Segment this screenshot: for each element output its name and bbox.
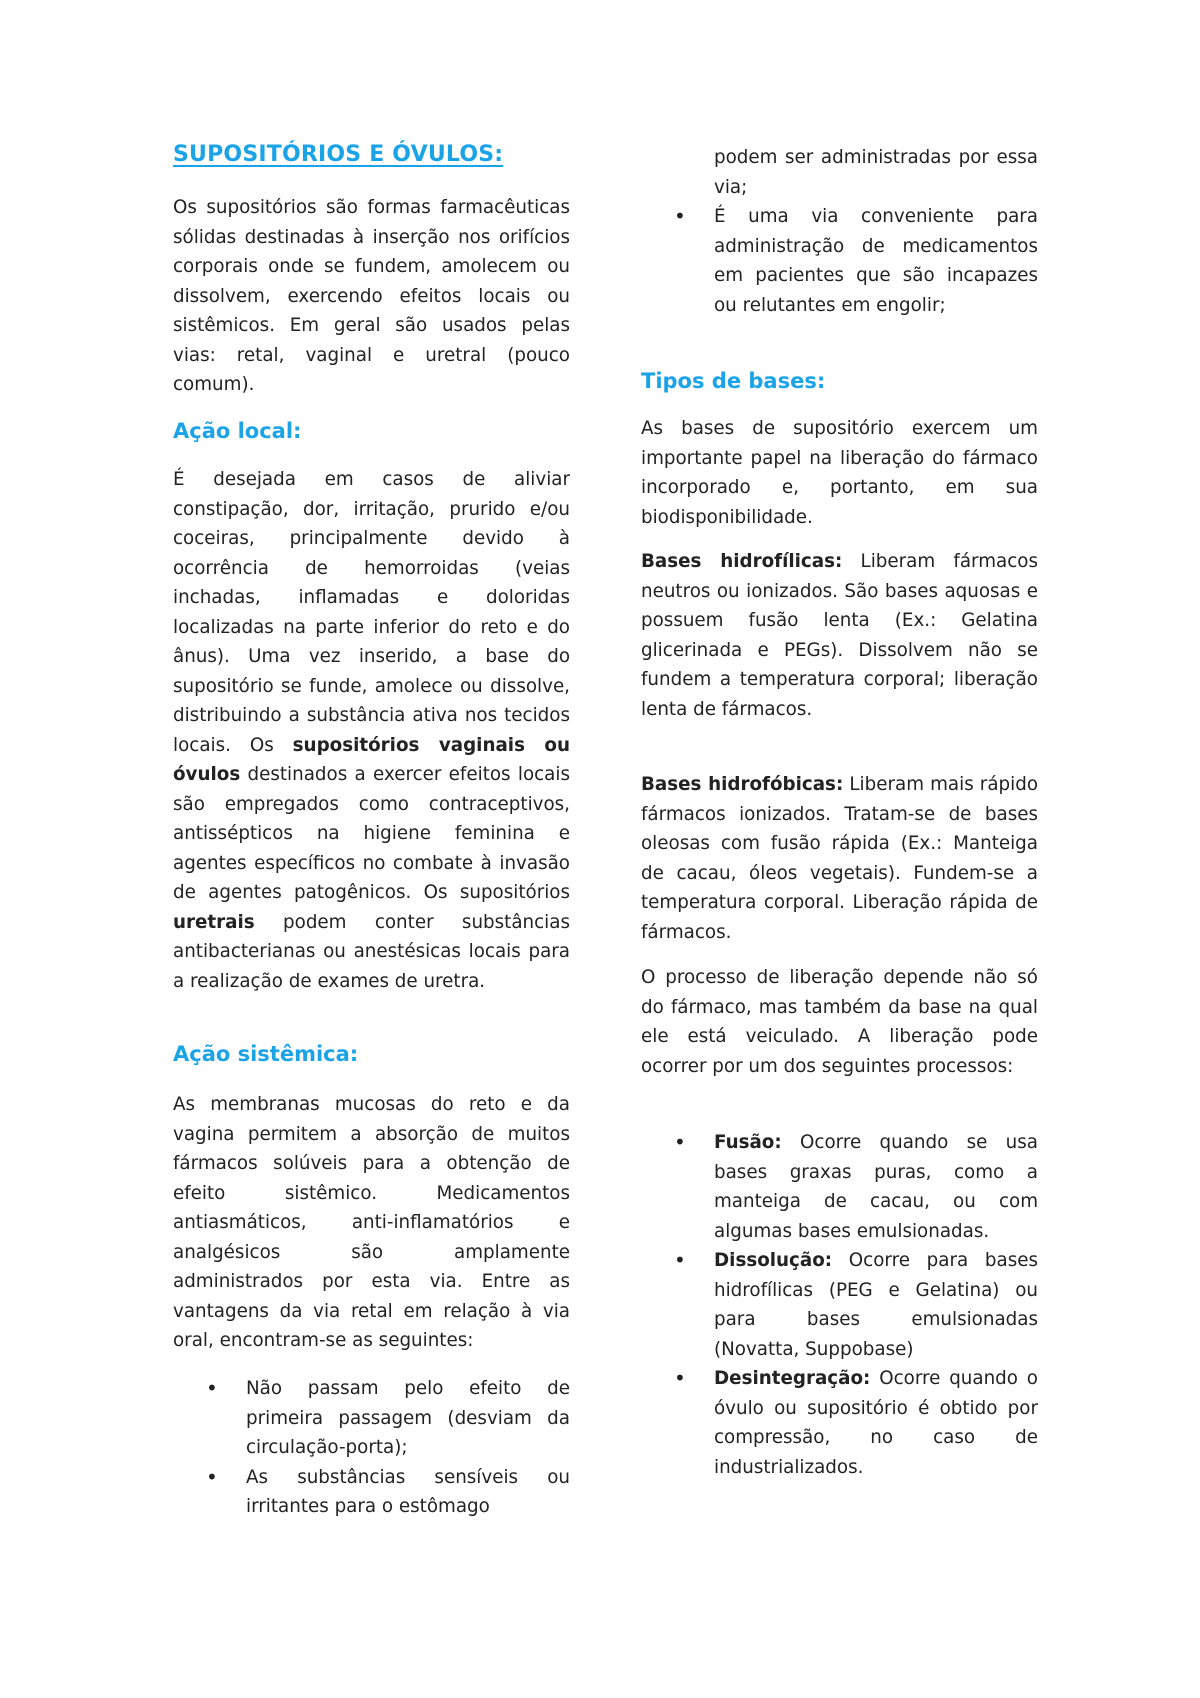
processos-list [641, 1128, 1038, 1482]
acao-sistemica-heading: Ação sistêmica: [173, 1042, 359, 1066]
bases-hidrofobicas-paragraph: Bases hidrofóbicas: Liberam mais rápido fármacos ionizados. Tratam-se de bases oleosas com fusão rápida (Ex.: Manteiga de cacau, óleos vegetais). Fundem-se a temperatura corporal. Liberação rápida de fármacos. [641, 774, 1039, 943]
list-item: • É uma via conveniente para administração de medicamentos em pacientes que são incapazes ou relutantes em engolir; [641, 202, 1038, 320]
acao-local-heading: Ação local: [173, 419, 302, 443]
bases-hidrofilicas-label: Bases hidrofílicas: [641, 551, 843, 572]
bold-uretrais: uretrais [173, 911, 255, 933]
acao-sistemica-paragraph: As membranas mucosas do reto e da vagina permitem a absorção de muitos fármacos solúveis para a obtenção de efeito sistêmico. Medicamentos antiasmáticos, anti-inflamatórios e analgésicos são amplamente administrados por esta via. Entre as vantagens da via retal em relação à via oral, encontram-se as seguintes: [173, 1094, 570, 1351]
tipos-bases-intro: As bases de supositório exercem um importante papel na liberação do fármaco incorporado e, portanto, em sua biodisponibilidade. [641, 418, 1038, 528]
vantagens-list-right [641, 202, 1038, 320]
vantagens-continuation: podem ser administradas por essa via; [714, 147, 1038, 198]
list-item: • As substâncias sensíveis ou irritantes para o estômago [173, 1463, 570, 1522]
bases-hidrofilicas-paragraph: Bases hidrofílicas: Liberam fármacos neutros ou ionizados. São bases aquosas e possuem fusão lenta (Ex.: Gelatina glicerinada e PEGs). Dissolvem não se fundem a temperatura corporal; liberação lenta de fármacos. [641, 551, 1038, 720]
processo-paragraph: O processo de liberação depende não só do fármaco, mas também da base na qual ele está veiculado. A liberação pode ocorrer por um dos seguintes processos: [641, 967, 1038, 1077]
acao-local-paragraph: É desejada em casos de aliviar constipação, dor, irritação, prurido e/ou coceiras, principalmente devido à ocorrência de hemorroidas (veias inchadas, inflamadas e doloridas localizadas na parte inferior do reto e do ânus). Uma vez inserido, a base do supositório se funde, amolece ou dissolve, distribuindo a substância ativa nos tecidos locais. Os supositórios vaginais ou óvulos destinados a exercer efeitos locais são empregados como contraceptivos, antissépticos na higiene feminina e agentes específicos no combate à invasão de agentes patogênicos. Os supositórios uretrais podem conter substâncias antibacterianas ou anestésicas locais para a realização de exames de uretra. [173, 469, 570, 992]
tipos-bases-heading: Tipos de bases: [641, 369, 826, 393]
list-item: • Dissolução: Ocorre para bases hidrofílicas (PEG e Gelatina) ou para bases emulsionadas (Novatta, Suppobase) [641, 1246, 1038, 1364]
bold-supositorios-vaginais: supositórios vaginais ou óvulos [173, 734, 570, 785]
list-item: • Não passam pelo efeito de primeira passagem (desviam da circulação-porta); [173, 1374, 570, 1463]
list-item: • Fusão: Ocorre quando se usa bases graxas puras, como a manteiga de cacau, ou com algumas bases emulsionadas. [641, 1128, 1038, 1246]
list-item: • Desintegração: Ocorre quando o óvulo ou supositório é obtido por compressão, no caso de industrializados. [641, 1364, 1038, 1482]
intro-paragraph: Os supositórios são formas farmacêuticas sólidas destinadas à inserção nos orifícios corporais onde se fundem, amolecem ou dissolvem, exercendo efeitos locais ou sistêmicos. Em geral são usados pelas vias: retal, vaginal e uretral (pouco comum). [173, 197, 570, 395]
vantagens-list-left [173, 1374, 570, 1522]
page-title: SUPOSITÓRIOS E ÓVULOS: [173, 142, 504, 167]
bases-hidrofobicas-label: Bases hidrofóbicas: [641, 774, 844, 795]
